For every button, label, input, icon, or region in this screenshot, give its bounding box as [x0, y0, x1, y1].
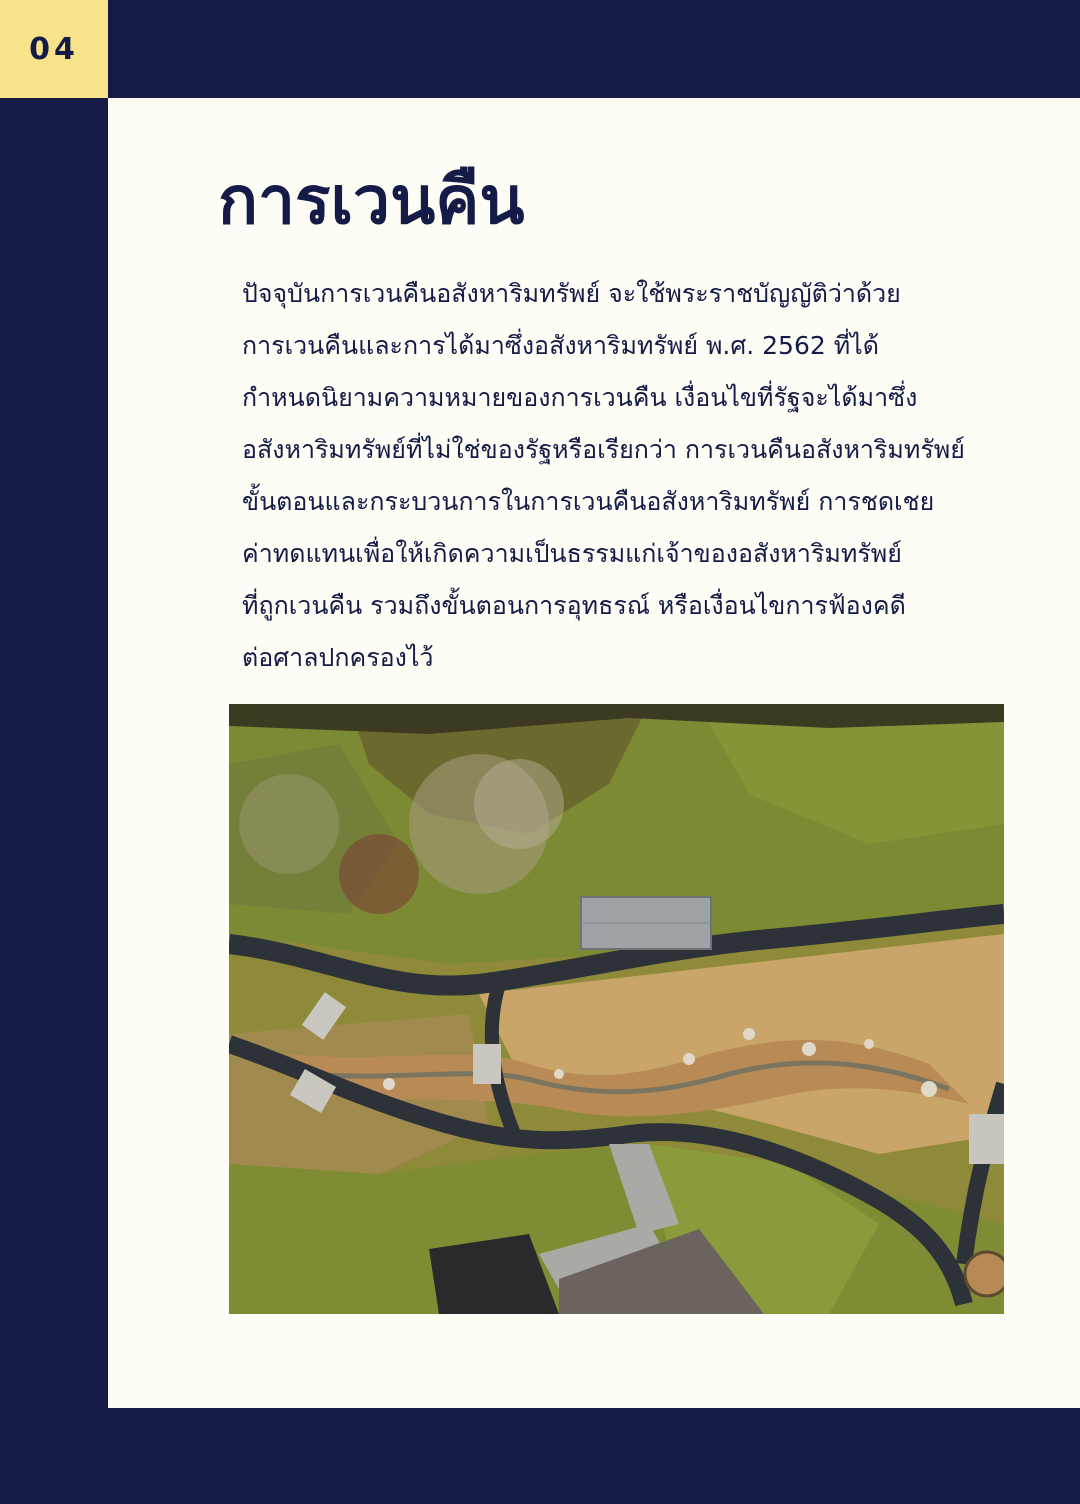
paragraph-line: การเวนคืนและการได้มาซึ่งอสังหาริมทรัพย์ พ.ศ. 2562 ที่ได้: [242, 331, 879, 360]
body-paragraph: [242, 268, 1072, 684]
paragraph-line: ที่ถูกเวนคืน รวมถึงขั้นตอนการอุทธรณ์ หรือเงื่อนไขการฟ้องคดี: [242, 591, 906, 620]
page-title: การเวนคืน: [218, 162, 525, 239]
paragraph-line: ต่อศาลปกครองไว้: [242, 643, 434, 672]
page-number-badge: 04: [0, 0, 108, 98]
paragraph-line: อสังหาริมทรัพย์ที่ไม่ใช่ของรัฐหรือเรียกว่า การเวนคืนอสังหาริมทรัพย์: [242, 435, 965, 464]
aerial-park-photo: [229, 704, 1004, 1314]
paragraph-line: กำหนดนิยามความหมายของการเวนคืน เงื่อนไขที่รัฐจะได้มาซึ่ง: [242, 383, 918, 412]
paragraph-line: ขั้นตอนและกระบวนการในการเวนคืนอสังหาริมทรัพย์ การชดเชย: [242, 487, 935, 516]
paragraph-line: ปัจจุบันการเวนคืนอสังหาริมทรัพย์ จะใช้พระราชบัญญัติว่าด้วย: [242, 279, 901, 308]
content-sheet: [108, 98, 1080, 1408]
paragraph-line: ค่าทดแทนเพื่อให้เกิดความเป็นธรรมแก่เจ้าของอสังหาริมทรัพย์: [242, 539, 902, 568]
